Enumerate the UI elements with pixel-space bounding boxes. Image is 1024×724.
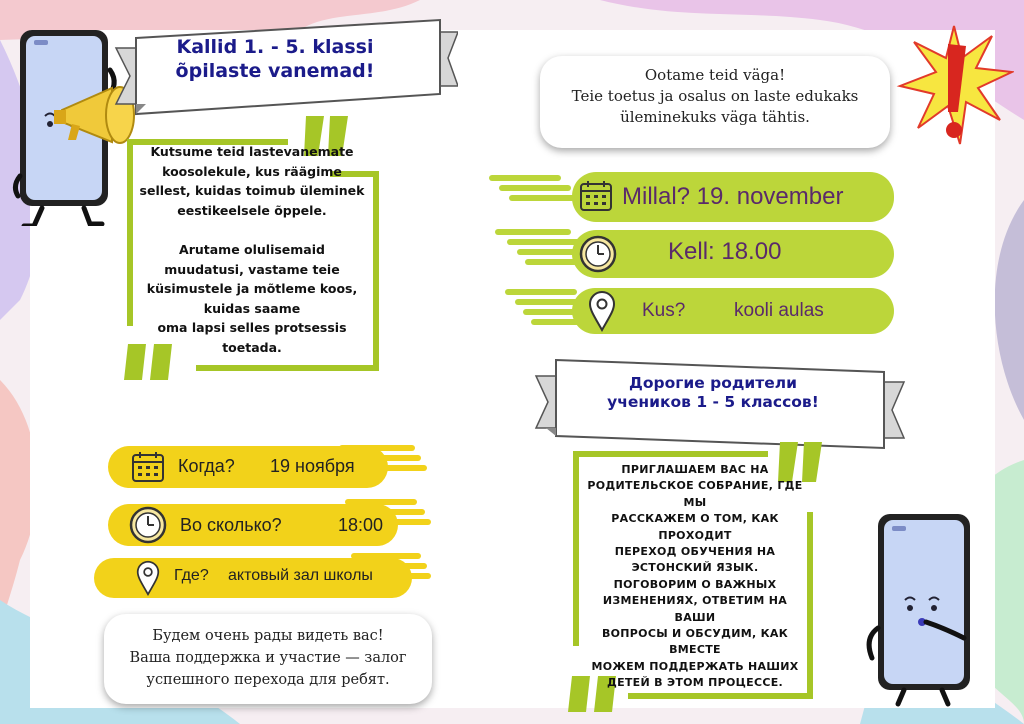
calendar-icon xyxy=(130,449,166,485)
where-pill-estonian xyxy=(572,288,894,334)
clock-icon xyxy=(128,505,168,545)
when-value-russian: 19 ноября xyxy=(270,456,355,476)
text-line: Ootame teid väga! xyxy=(644,66,786,84)
text-line: Teie toetus ja osalus on laste edukaks xyxy=(571,87,859,105)
time-label-russian: Во сколько? xyxy=(180,515,282,535)
text-line: ПРИГЛАШАЕМ ВАС НА xyxy=(621,463,769,476)
text-line: Arutame olulisemaid xyxy=(179,241,325,257)
text-line: ПРОХОДИТ xyxy=(658,528,732,542)
text-line: Будем очень рады видеть вас! xyxy=(152,628,384,644)
exclamation-burst-icon xyxy=(896,16,1014,166)
banner-line: учеников 1 - 5 классов! xyxy=(607,393,819,412)
text-line: ЭСТОНСКИЙ ЯЗЫК. xyxy=(631,561,759,575)
text-line: РАССКАЖЕМ О ТОМ, КАК xyxy=(611,512,779,526)
invite-text-estonian xyxy=(138,142,366,358)
banner-line: õpilaste vanemad! xyxy=(175,59,375,82)
welcome-box-estonian xyxy=(540,56,890,148)
text-line: oma lapsi selles protsessis xyxy=(157,320,347,336)
text-line: sellest, kuidas toimub üleminek xyxy=(139,183,365,199)
banner-russian-title xyxy=(568,374,858,413)
text-line: ДЕТЕЙ В ЭТОМ ПРОЦЕССЕ. xyxy=(606,676,784,690)
where-value-russian: актовый зал школы xyxy=(228,567,373,584)
time-value-russian: 18:00 xyxy=(338,515,384,535)
invite-text-russian xyxy=(582,462,808,692)
text-line: ВМЕСТЕ xyxy=(669,643,721,657)
time-text-estonian: Kell: 18.00 xyxy=(668,238,782,265)
text-line: ВОПРОСЫ И ОБСУДИМ, КАК xyxy=(601,627,789,641)
text-line: muudatusi, vastame teie xyxy=(164,261,340,277)
location-pin-icon xyxy=(588,290,616,332)
text-line: ПЕРЕХОД ОБУЧЕНИЯ НА xyxy=(614,545,776,559)
when-label-russian: Когда? xyxy=(178,456,235,476)
clock-icon xyxy=(578,234,618,274)
banner-estonian-title xyxy=(150,36,400,84)
text-line: koosolekule, kus räägime xyxy=(162,163,342,179)
text-line: успешного перехода для ребят. xyxy=(146,672,390,688)
text-line: ИЗМЕНЕНИЯХ, ОТВЕТИМ НА ВАШИ xyxy=(602,594,788,624)
text-line: üleminekuks väga tähtis. xyxy=(620,108,810,126)
where-value-estonian: kooli aulas xyxy=(734,300,824,321)
welcome-box-russian xyxy=(104,614,432,704)
location-pin-icon xyxy=(136,560,160,596)
where-label-russian: Где? xyxy=(174,567,209,584)
phone-mascot-icon xyxy=(856,508,986,708)
when-text-estonian: Millal? 19. november xyxy=(622,183,844,210)
text-line: toetada. xyxy=(222,339,282,355)
text-line: küsimustele ja mõtleme koos, xyxy=(146,281,358,297)
text-line: ПОГОВОРИМ О ВАЖНЫХ xyxy=(613,577,777,591)
calendar-icon xyxy=(578,178,614,214)
text-line: eestikeelsele õppele. xyxy=(177,202,327,218)
text-line: Ваша поддержка и участие — залог xyxy=(129,650,407,666)
banner-line: Kallid 1. - 5. klassi xyxy=(176,36,374,58)
text-line: kuidas saame xyxy=(203,300,301,316)
text-line: РОДИТЕЛЬСКОЕ СОБРАНИЕ, ГДЕ МЫ xyxy=(587,479,803,509)
text-line: МОЖЕМ ПОДДЕРЖАТЬ НАШИХ xyxy=(591,659,799,673)
where-label-estonian: Kus? xyxy=(642,300,686,321)
banner-line: Дорогие родители xyxy=(629,374,797,392)
spacer xyxy=(138,220,366,240)
text-line: Kutsume teid lastevanemate xyxy=(150,144,354,159)
